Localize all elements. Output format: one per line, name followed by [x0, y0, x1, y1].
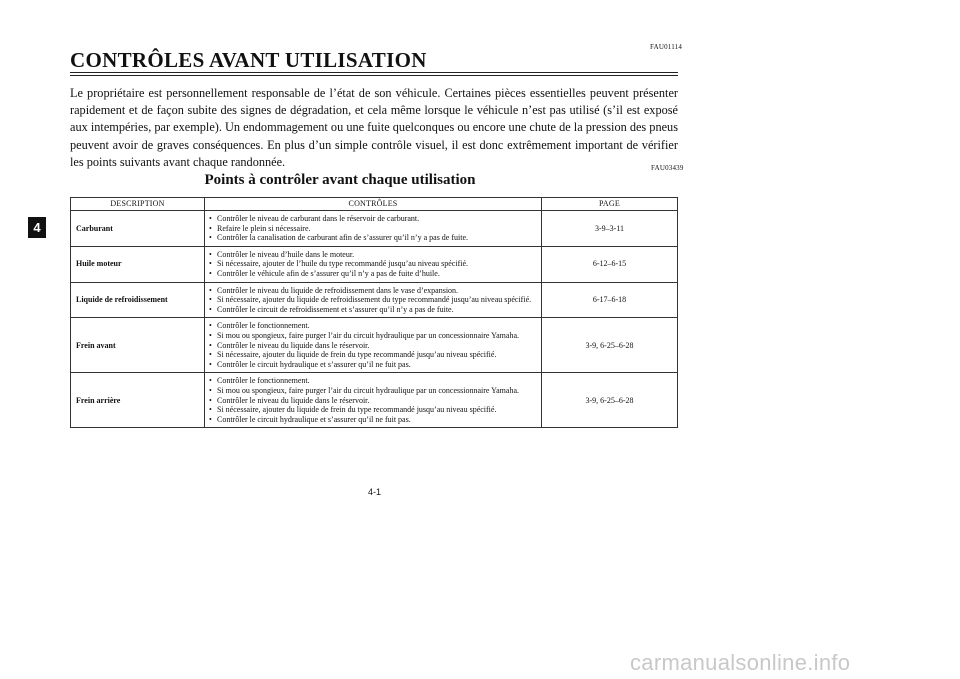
- control-item: • Contrôler le circuit hydraulique et s’assurer qu’il ne fuit pas.: [207, 415, 537, 425]
- control-item: • Contrôler le véhicule afin de s’assurer qu’il n’y a pas de fuite d’huile.: [207, 269, 537, 279]
- title-rule-bottom: [70, 75, 678, 76]
- control-item: • Refaire le plein si nécessaire.: [207, 224, 537, 234]
- table-row: [71, 282, 678, 318]
- page-number: 4-1: [368, 487, 382, 497]
- row-controls: [205, 373, 542, 428]
- table-header-row: [71, 198, 678, 211]
- control-item: • Si mou ou spongieux, faire purger l’air du circuit hydraulique par un concessionnaire Yamaha.: [207, 331, 537, 341]
- table-row: [71, 373, 678, 428]
- table-row: [71, 211, 678, 247]
- control-item: • Contrôler le niveau du liquide dans le réservoir.: [207, 396, 537, 406]
- control-item: • Contrôler le niveau du liquide de refroidissement dans le vase d’expansion.: [207, 286, 537, 296]
- row-controls: [205, 282, 542, 318]
- controls-list: [207, 376, 537, 424]
- section-title: Points à contrôler avant chaque utilisation: [204, 172, 476, 188]
- row-description: Carburant: [71, 211, 205, 247]
- control-item: • Si nécessaire, ajouter du liquide de frein du type recommandé jusqu’au niveau spécifié.: [207, 350, 537, 360]
- row-description: Frein arrière: [71, 373, 205, 428]
- watermark: carmanualsonline.info: [630, 650, 851, 675]
- control-item: • Contrôler le niveau du liquide dans le réservoir.: [207, 341, 537, 351]
- table-row: [71, 318, 678, 373]
- row-page-reference: 3-9, 6-25–6-28: [542, 373, 678, 428]
- row-controls: [205, 318, 542, 373]
- row-description: Frein avant: [71, 318, 205, 373]
- controls-list: [207, 250, 537, 279]
- table-body: [71, 211, 678, 428]
- row-controls: [205, 211, 542, 247]
- header-reference-code: FAU01114: [650, 43, 683, 51]
- checklist-table: [70, 197, 678, 428]
- control-item: • Contrôler le niveau de carburant dans le réservoir de carburant.: [207, 214, 537, 224]
- control-item: • Si mou ou spongieux, faire purger l’air du circuit hydraulique par un concessionnaire Yamaha.: [207, 386, 537, 396]
- control-item: • Contrôler le fonctionnement.: [207, 321, 537, 331]
- header-description: DESCRIPTION: [71, 198, 205, 211]
- header-page: PAGE: [542, 198, 678, 211]
- controls-list: [207, 286, 537, 315]
- controls-list: [207, 321, 537, 369]
- table-row: [71, 246, 678, 282]
- row-page-reference: 3-9–3-11: [542, 211, 678, 247]
- control-item: • Contrôler le circuit hydraulique et s’assurer qu’il ne fuit pas.: [207, 360, 537, 370]
- row-description: Huile moteur: [71, 246, 205, 282]
- control-item: • Contrôler la canalisation de carburant afin de s’assurer qu’il n’y a pas de fuite.: [207, 233, 537, 243]
- control-item: • Si nécessaire, ajouter du liquide de frein du type recommandé jusqu’au niveau spécifié.: [207, 405, 537, 415]
- row-page-reference: 6-12–6-15: [542, 246, 678, 282]
- row-controls: [205, 246, 542, 282]
- control-item: • Contrôler le fonctionnement.: [207, 376, 537, 386]
- control-item: • Contrôler le niveau d’huile dans le moteur.: [207, 250, 537, 260]
- section-reference-code: FAU03439: [651, 164, 684, 172]
- row-description: Liquide de refroidissement: [71, 282, 205, 318]
- intro-paragraph: Le propriétaire est personnellement responsable de l’état de son véhicule. Certaines pièces essentielles peuvent présenter rapidement et de façon subite des signes de dégradation, et cela même lorsque le véhicule n’est pas utilisé (s’il est exposé aux intempéries, par exemple). Un endommagement ou une fuite quelconques ou encore une chute de la pression des pneus peuvent avoir de graves conséquences. En plus d’un simple contrôle visuel, il est donc extrêmement important de vérifier les points suivants avant chaque randonnée.: [70, 86, 678, 169]
- page-title: CONTRÔLES AVANT UTILISATION: [70, 48, 427, 72]
- control-item: • Contrôler le circuit de refroidissement et s’assurer qu’il n’y a pas de fuite.: [207, 305, 537, 315]
- chapter-tab: 4: [28, 217, 46, 238]
- row-page-reference: 3-9, 6-25–6-28: [542, 318, 678, 373]
- header-controls: CONTRÔLES: [205, 198, 542, 211]
- controls-list: [207, 214, 537, 243]
- title-rule-top: [70, 72, 678, 73]
- control-item: • Si nécessaire, ajouter de l’huile du type recommandé jusqu’au niveau spécifié.: [207, 259, 537, 269]
- control-item: • Si nécessaire, ajouter du liquide de refroidissement du type recommandé jusqu’au niveau spécifié.: [207, 295, 537, 305]
- row-page-reference: 6-17–6-18: [542, 282, 678, 318]
